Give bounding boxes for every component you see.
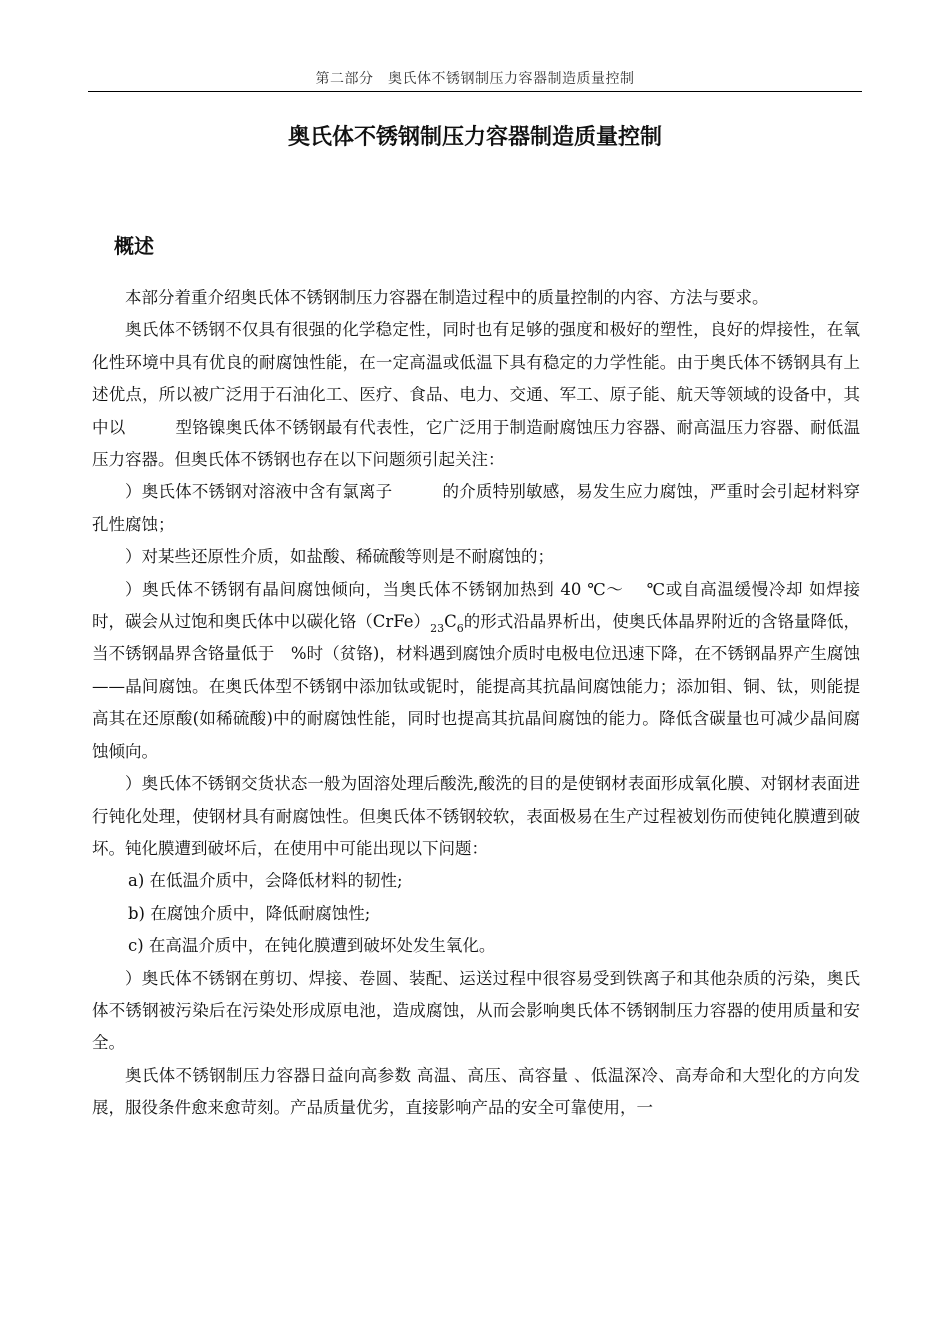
paragraph-issue-chloride: ）奥氏体不锈钢对溶液中含有氯离子 的介质特别敏感，易发生应力腐蚀，严重时会引起材料穿孔性腐蚀； (92, 482, 860, 534)
paragraph-issue-contamination: ）奥氏体不锈钢在剪切、焊接、卷圆、装配、运送过程中很容易受到铁离子和其他杂质的污染，奥氏体不锈钢被污染后在污染处形成原电池，造成腐蚀，从而会影响奥氏体不锈钢制压力容器的使用质量和安全。 (92, 968, 860, 1053)
list-item-c: c) 在高温介质中，在钝化膜遭到破坏处发生氧化。 (128, 936, 496, 956)
running-header: 第二部分 奥氏体不锈钢制压力容器制造质量控制 (315, 71, 635, 87)
list-item-a: a) 在低温介质中，会降低材料的韧性; (128, 871, 403, 891)
p5-subscript-6: 6 (456, 622, 464, 636)
document-title: 奥氏体不锈钢制压力容器制造质量控制 (287, 125, 662, 150)
paragraph-intro: 本部分着重介绍奥氏体不锈钢制压力容器在制造过程中的质量控制的内容、方法与要求。 (125, 288, 769, 307)
paragraph-trend: 奥氏体不锈钢制压力容器日益向高参数 高温、高压、高容量 、低温深冷、高寿命和大型化的方向发展，服役条件愈来愈苛刻。产品质量优劣，直接影响产品的安全可靠使用，一 (92, 1065, 860, 1118)
paragraph-properties: 奥氏体不锈钢不仅具有很强的化学稳定性，同时也有足够的强度和极好的塑性，良好的焊接性，在氧化性环境中具有优良的耐腐蚀性能，在一定高温或低温下具有稳定的力学性能。由于奥氏体不锈钢具有上述优点，所以被广泛用于石油化工、医疗、食品、电力、交通、军工、原子能、航天等领域的设备中，其中以 型铬镍奥氏体不锈钢最有代表性，它广泛用于制造耐腐蚀压力容器、耐高温压力容器、耐低温压力容器。但奥氏体不锈钢也存在以下问题须引起关注： (92, 320, 860, 470)
body-text (92, 282, 860, 1125)
paragraph-issue-passivation: ）奥氏体不锈钢交货状态一般为固溶处理后酸洗,酸洗的目的是使钢材表面形成氧化膜、对钢材表面进行钝化处理，使钢材具有耐腐蚀性。但奥氏体不锈钢较软，表面极易在生产过程被划伤而使钝化膜遭到破坏。钝化膜遭到破坏后，在使用中可能出现以下问题： (92, 774, 860, 858)
paragraph-issue-reducing: ）对某些还原性介质，如盐酸、稀硫酸等则是不耐腐蚀的； (125, 547, 554, 567)
p5-subscript-23: 23 (430, 622, 445, 636)
p5-text-2: C (444, 612, 457, 632)
header-rule (88, 91, 862, 92)
section-heading: 概述 (114, 234, 154, 258)
p5-text-1: ）奥氏体不锈钢有晶间腐蚀倾向，当奥氏体不锈钢加热到 40 ℃～ ℃或自高温缓慢冷却 如焊接 时，碳会从过饱和奥氏体中以碳化铬（CrFe） (92, 579, 860, 632)
p5-text-3: 的形式沿晶界析出，使奥氏体晶界附近的含铬量降低，当不锈钢晶界含铬量低于 %时（贫铬)，材料遇到腐蚀介质时电极电位迅速下降，在不锈钢晶界产生腐蚀——晶间腐蚀。在奥氏体型不锈钢中添加钛或铌时，能提高其抗晶间腐蚀能力；添加钼、铜、钛，则能提高其在还原酸(如稀硫酸)中的耐腐蚀性能，同时也提高其抗晶间腐蚀的能力。降低含碳量也可减少晶间腐蚀倾向。 (92, 612, 861, 761)
list-item-b: b) 在腐蚀介质中，降低耐腐蚀性; (128, 903, 371, 923)
paragraph-issue-intergranular (92, 574, 860, 768)
